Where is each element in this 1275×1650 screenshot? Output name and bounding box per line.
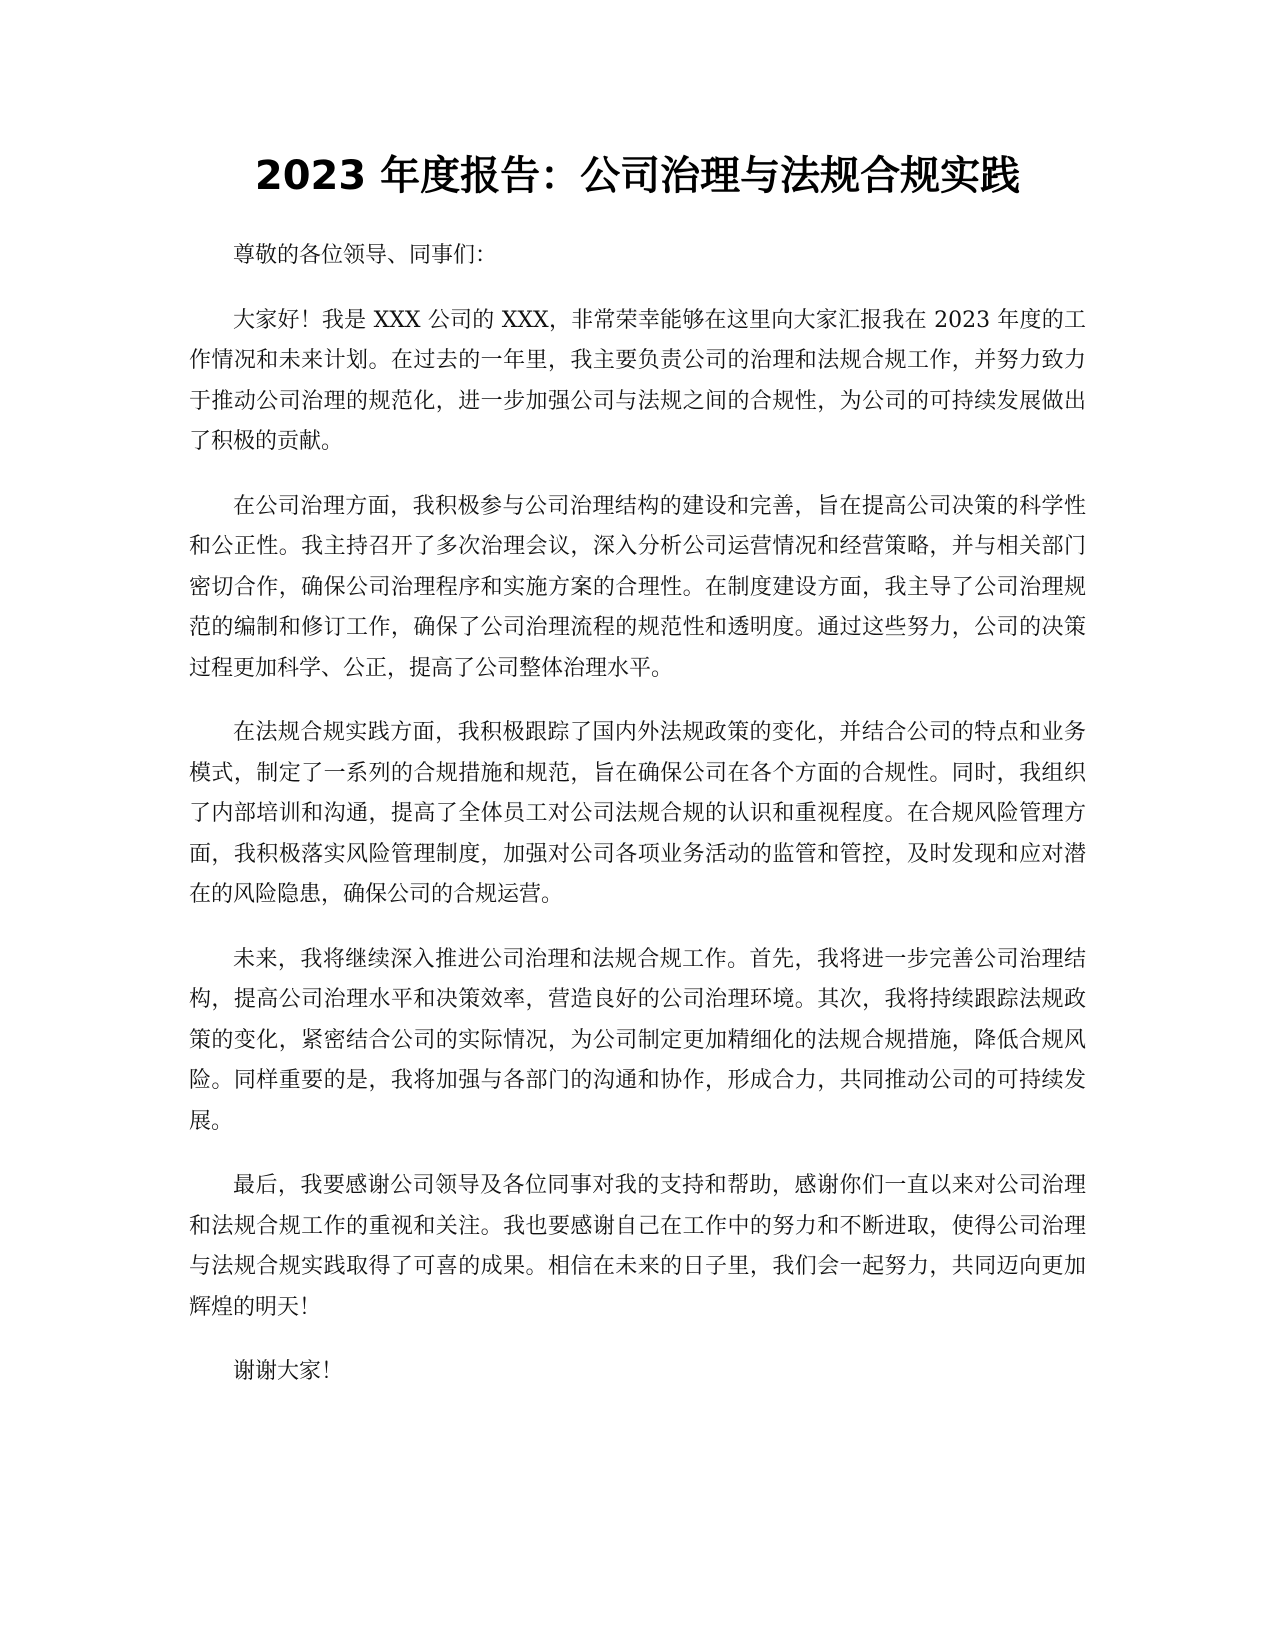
intro-paragraph: 大家好！我是 XXX 公司的 XXX，非常荣幸能够在这里向大家汇报我在 2023 年度的工作情况和未来计划。在过去的一年里，我主要负责公司的治理和法规合规工作，并努力致力于推动公司治理的规范化，进一步加强公司与法规之间的合规性，为公司的可持续发展做出了积极的贡献。 [189,307,1086,454]
document-title: 2023 年度报告：公司治理与法规合规实践 [254,153,1021,199]
governance-paragraph: 在公司治理方面，我积极参与公司治理结构的建设和完善，旨在提高公司决策的科学性和公正性。我主持召开了多次治理会议，深入分析公司运营情况和经营策略，并与相关部门密切合作，确保公司治理程序和实施方案的合理性。在制度建设方面，我主导了公司治理规范的编制和修订工作，确保了公司治理流程的规范性和透明度。通过这些努力，公司的决策过程更加科学、公正，提高了公司整体治理水平。 [189,493,1086,681]
thanks-paragraph: 最后，我要感谢公司领导及各位同事对我的支持和帮助，感谢你们一直以来对公司治理和法规合规工作的重视和关注。我也要感谢自己在工作中的努力和不断进取，使得公司治理与法规合规实践取得了可喜的成果。相信在未来的日子里，我们会一起努力，共同迈向更加辉煌的明天！ [189,1173,1086,1320]
compliance-paragraph: 在法规合规实践方面，我积极跟踪了国内外法规政策的变化，并结合公司的特点和业务模式，制定了一系列的合规措施和规范，旨在确保公司在各个方面的合规性。同时，我组织了内部培训和沟通，提高了全体员工对公司法规合规的认识和重视程度。在合规风险管理方面，我积极落实风险管理制度，加强对公司各项业务活动的监管和管控，及时发现和应对潜在的风险隐患，确保公司的合规运营。 [189,720,1086,907]
document-body [189,236,1086,1417]
future-plan-paragraph: 未来，我将继续深入推进公司治理和法规合规工作。首先，我将进一步完善公司治理结构，提高公司治理水平和决策效率，营造良好的公司治理环境。其次，我将持续跟踪法规政策的变化，紧密结合公司的实际情况，为公司制定更加精细化的法规合规措施，降低合规风险。同样重要的是，我将加强与各部门的沟通和协作，形成合力，共同推动公司的可持续发展。 [189,946,1086,1134]
closing-paragraph: 谢谢大家！ [233,1359,344,1384]
salutation-paragraph: 尊敬的各位领导、同事们： [233,243,498,268]
